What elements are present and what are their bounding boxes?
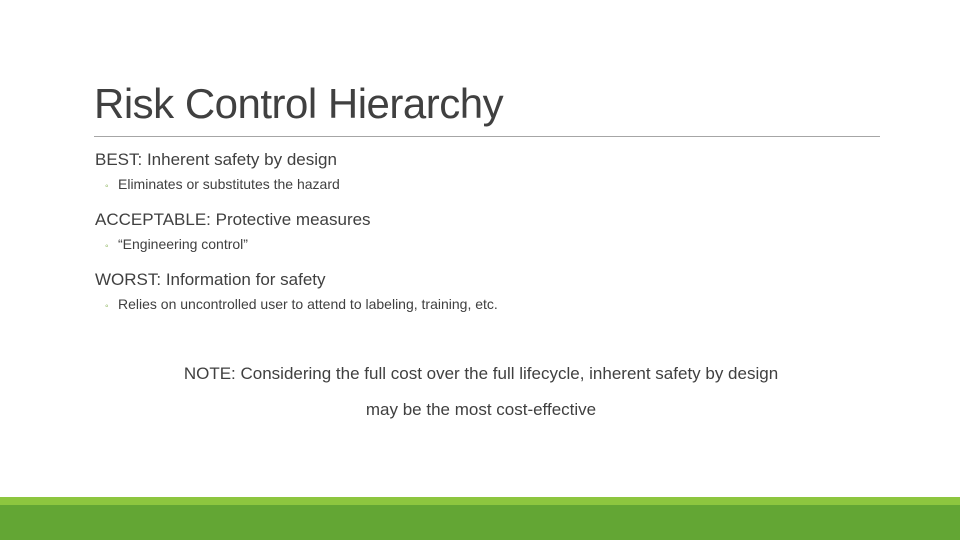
sub-bullet xyxy=(105,175,885,196)
note-line-1: NOTE: Considering the full cost over the full lifecycle, inherent safety by design xyxy=(183,364,779,383)
title-underline xyxy=(94,136,880,137)
sub-bullet xyxy=(105,295,885,316)
item-label: WORST: Information for safety xyxy=(95,270,326,289)
list-item-worst xyxy=(95,270,885,316)
note-line-2: may be the most cost-effective xyxy=(365,400,597,419)
bullet-list xyxy=(95,150,885,316)
sub-bullet-text: “Engineering control” xyxy=(118,236,248,252)
circle-bullet-icon: ◦ xyxy=(105,301,109,312)
note-text xyxy=(120,356,842,428)
circle-bullet-icon: ◦ xyxy=(105,241,109,252)
list-item-acceptable xyxy=(95,210,885,256)
circle-bullet-icon: ◦ xyxy=(105,181,109,192)
footer-band xyxy=(0,505,960,540)
item-label: ACCEPTABLE: Protective measures xyxy=(95,210,371,229)
slide-title: Risk Control Hierarchy xyxy=(94,80,504,127)
sub-bullet-text: Eliminates or substitutes the hazard xyxy=(118,176,340,192)
item-label: BEST: Inherent safety by design xyxy=(95,150,337,169)
sub-bullet-text: Relies on uncontrolled user to attend to labeling, training, etc. xyxy=(118,296,498,312)
list-item-best xyxy=(95,150,885,196)
sub-bullet xyxy=(105,235,885,256)
footer-accent-band xyxy=(0,497,960,505)
